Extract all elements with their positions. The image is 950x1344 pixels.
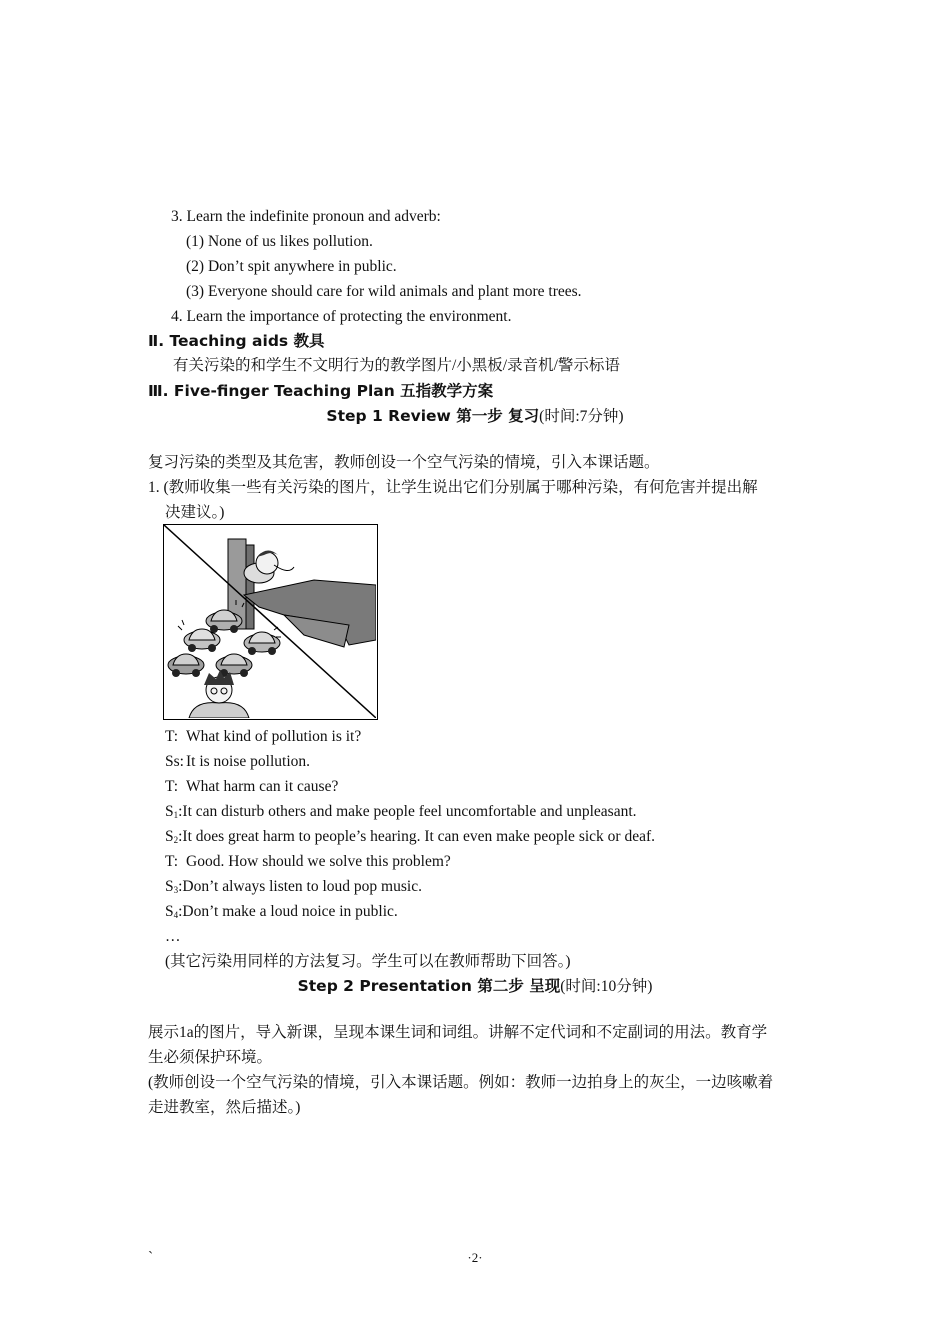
step1-intro: 复习污染的类型及其危害，教师创设一个空气污染的情境，引入本课话题。 [148, 454, 660, 471]
example-2: (2) Don’t spit anywhere in public. [186, 258, 397, 275]
step2-time: (时间:10分钟) [560, 978, 653, 995]
teaching-aids-heading: Ⅱ. Teaching aids 教具 [148, 332, 325, 350]
step1-note: (其它污染用同样的方法复习。学生可以在教师帮助下回答。) [165, 953, 571, 970]
example-3: (3) Everyone should care for wild animals and plant more trees. [186, 283, 582, 300]
page-number: ·2· [467, 1250, 483, 1265]
speaker-subscript: 1 [173, 810, 179, 820]
step2-para1-line2: 生必须保护环境。 [148, 1049, 273, 1066]
dialogue-speaker: T: [165, 853, 179, 870]
dialogue-speaker: $S_2$ [165, 828, 179, 845]
dialogue-speaker: T: [165, 728, 179, 745]
dialogue-text: What kind of pollution is it? [186, 728, 362, 745]
dialogue-text: :It does great harm to people’s hearing. It can even make people sick or deaf. [178, 828, 655, 845]
noise-pollution-illustration [163, 524, 378, 720]
speaker-subscript: 3 [173, 885, 179, 895]
dialogue-line [165, 777, 338, 797]
footer-mark: ` [148, 1249, 154, 1266]
step2-para2-line1: (教师创设一个空气污染的情境，引入本课话题。例如：教师一边拍身上的灰尘，一边咳嗽着 [148, 1074, 774, 1091]
step1-time: (时间:7分钟) [539, 408, 624, 425]
dialogue-line [165, 727, 361, 747]
dialogue-ellipsis: … [165, 928, 181, 945]
dialogue-line [165, 902, 398, 925]
step1-title: Step 1 Review 第一步 复习 [326, 407, 540, 425]
dialogue-line [165, 802, 637, 825]
speaker-subscript: 4 [173, 910, 179, 920]
teaching-aids-content: 有关污染的和学生不文明行为的教学图片/小黑板/录音机/警示标语 [173, 357, 620, 374]
step1-heading [0, 406, 950, 427]
dialogue-speaker: $S_3$ [165, 878, 179, 895]
dialogue-text: Good. How should we solve this problem? [186, 853, 451, 870]
objective-item-4: 4. Learn the importance of protecting the environment. [171, 308, 512, 325]
dialogue-line [165, 752, 310, 772]
dialogue-speaker: $S_4$ [165, 903, 179, 920]
dialogue-speaker: Ss: [165, 753, 184, 770]
example-1: (1) None of us likes pollution. [186, 233, 373, 250]
dialogue-line [165, 877, 422, 900]
dialogue-speaker: $S_1$ [165, 803, 179, 820]
dialogue-text: :Don’t make a loud noice in public. [178, 903, 398, 920]
dialogue-text: What harm can it cause? [186, 778, 339, 795]
speaker-subscript: 2 [173, 835, 179, 845]
teaching-plan-heading: Ⅲ. Five-finger Teaching Plan 五指教学方案 [148, 382, 494, 400]
dialogue-line [165, 852, 451, 872]
step1-task-line2: 决建议。) [165, 504, 225, 521]
step1-task-line1: 1. (教师收集一些有关污染的图片，让学生说出它们分别属于哪种污染，有何危害并提出解 [148, 479, 758, 496]
dialogue-text: :Don’t always listen to loud pop music. [178, 878, 422, 895]
step2-para2-line2: 走进教室，然后描述。) [148, 1099, 301, 1116]
dialogue-text: :It can disturb others and make people feel uncomfortable and unpleasant. [178, 803, 637, 820]
dialogue-speaker: T: [165, 778, 179, 795]
step2-title: Step 2 Presentation 第二步 呈现 [297, 977, 561, 995]
dialogue-text: It is noise pollution. [186, 753, 310, 770]
step2-para1-line1: 展示1a的图片，导入新课，呈现本课生词和词组。讲解不定代词和不定副词的用法。教育学 [148, 1024, 768, 1041]
objective-item-3: 3. Learn the indefinite pronoun and adverb: [171, 208, 441, 225]
dialogue-line [165, 827, 655, 850]
step2-heading [0, 976, 950, 997]
